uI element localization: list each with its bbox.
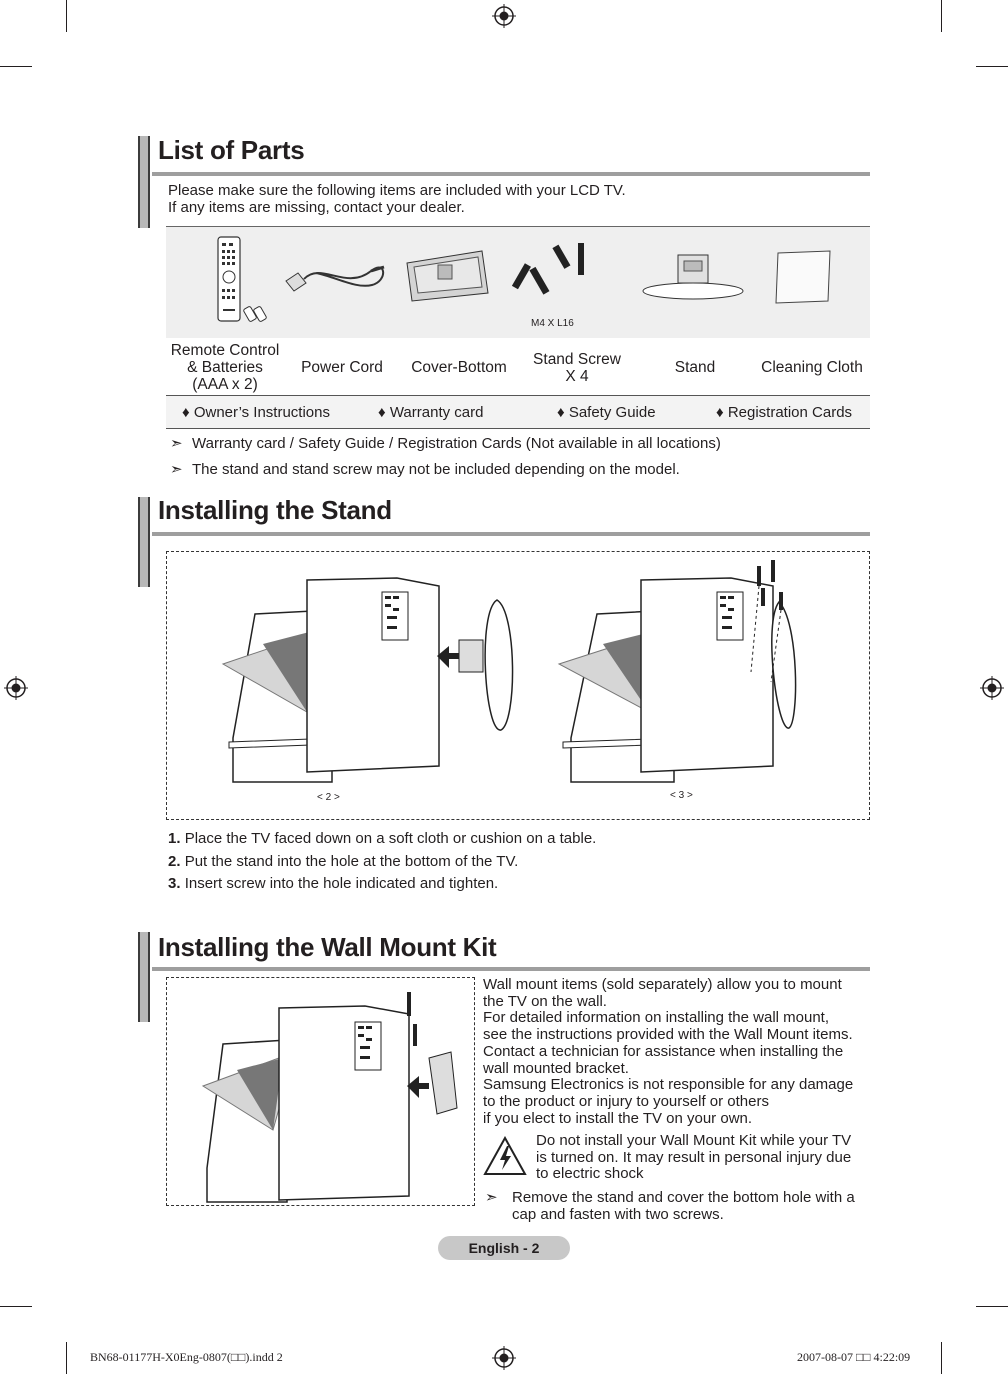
part-label [166, 342, 284, 393]
cover-bottom-icon [402, 243, 492, 303]
part-label-line: Power Cord [301, 359, 383, 376]
text-line: to the product or injury to yourself or others [483, 1092, 769, 1110]
part-label-line: Remote Control [170, 342, 280, 359]
power-cord-icon [276, 241, 396, 301]
part-label-line: (AAA x 2) [192, 376, 258, 393]
remote-control-icon [214, 235, 274, 325]
step-text: Put the stand into the hole at the bottom of the TV. [184, 852, 519, 870]
accessory-item [557, 404, 656, 421]
figure-caption: < 2 > [317, 792, 340, 803]
figure-caption: < 3 > [670, 790, 693, 801]
accessory-item [182, 404, 330, 421]
part-label [640, 359, 750, 376]
stand-screws-icon [512, 239, 592, 303]
stand-icon [638, 247, 748, 303]
registration-mark-icon [4, 676, 28, 700]
note-text: cap and fasten with two screws. [512, 1206, 724, 1223]
text-line: to electric shock [536, 1165, 644, 1183]
step-item [168, 828, 596, 851]
text-line: For detailed information on installing the wall mount, [483, 1009, 830, 1027]
stand-installation-illustration [167, 552, 869, 819]
screw-size-label: M4 X L16 [531, 318, 574, 329]
crop-mark [66, 1342, 67, 1374]
text-line: Contact a technician for assistance when installing the [483, 1042, 844, 1060]
warning-text [536, 1133, 866, 1183]
bullet-icon: ♦ [557, 404, 565, 421]
part-label-line: Stand Screw [533, 351, 621, 368]
step-number: 1. [168, 830, 181, 847]
step-item [168, 873, 596, 896]
wall-mount-note [485, 1189, 868, 1223]
crop-mark [941, 1342, 942, 1374]
part-label-line: X 4 [565, 368, 589, 385]
crop-mark [941, 0, 942, 32]
stand-figure-box [166, 551, 870, 820]
text-line: the TV on the wall. [483, 992, 607, 1010]
note [170, 460, 680, 478]
text-line: Wall mount items (sold separately) allow you to mount [483, 976, 842, 993]
part-label [752, 359, 872, 376]
text-line: Do not install your Wall Mount Kit while your TV [536, 1132, 852, 1149]
crop-mark [0, 1306, 32, 1307]
note-line [485, 1189, 868, 1206]
registration-mark-icon [492, 4, 516, 28]
section-bar [138, 136, 150, 228]
crop-mark [976, 1306, 1008, 1307]
cleaning-cloth-icon [774, 249, 834, 305]
accessory-label: Safety Guide [568, 404, 656, 421]
wall-mount-illustration [167, 978, 474, 1205]
footer-file-name: BN68-01177H-X0Eng-0807(□□).indd 2 [90, 1350, 283, 1364]
section-bar [138, 932, 150, 1022]
note [170, 434, 721, 452]
wall-mount-figure-box [166, 977, 475, 1206]
steps-list [168, 828, 596, 896]
section-bar [138, 497, 150, 587]
step-text: Insert screw into the hole indicated and tighten. [184, 875, 499, 892]
accessories-list [166, 395, 870, 429]
registration-mark-icon [492, 1346, 516, 1370]
intro-line: Please make sure the following items are included with your LCD TV. [168, 182, 626, 199]
part-label-line: & Batteries [187, 359, 263, 376]
note-arrow-icon: ➣ [170, 461, 183, 478]
parts-illustration-band [166, 226, 870, 338]
crop-mark [66, 0, 67, 32]
wall-mount-description [483, 977, 868, 1127]
bullet-icon: ♦ [716, 404, 724, 421]
section-rule [152, 532, 870, 536]
section-rule [152, 967, 870, 971]
text-line: wall mounted bracket. [483, 1059, 629, 1077]
note-text: Warranty card / Safety Guide / Registration Cards (Not available in all locations) [192, 435, 721, 452]
note-text: The stand and stand screw may not be included depending on the model. [192, 461, 680, 478]
part-label-line: Cover-Bottom [411, 359, 507, 376]
accessory-label: Warranty card [389, 404, 484, 421]
step-item [168, 851, 596, 874]
crop-mark [976, 66, 1008, 67]
section-rule [152, 172, 870, 176]
step-text: Place the TV faced down on a soft cloth or cushion on a table. [184, 830, 597, 847]
section-title-list-of-parts: List of Parts [158, 135, 305, 165]
part-label [520, 351, 634, 385]
note-text: Remove the stand and cover the bottom hole with a [512, 1189, 855, 1206]
text-line: Samsung Electronics is not responsible for any damage [483, 1076, 854, 1094]
part-label [400, 359, 518, 376]
electric-shock-warning-icon [483, 1136, 527, 1176]
bullet-icon: ♦ [378, 404, 386, 421]
intro-text [168, 182, 626, 216]
part-label-line: Stand [674, 359, 716, 376]
text-line: if you elect to install the TV on your own. [483, 1109, 753, 1127]
accessory-item [716, 404, 852, 421]
note-arrow-icon: ➣ [485, 1189, 498, 1206]
section-title-installing-stand: Installing the Stand [158, 495, 392, 525]
step-number: 3. [168, 875, 181, 892]
accessory-label: Registration Cards [727, 404, 853, 421]
accessory-item [378, 404, 483, 421]
bullet-icon: ♦ [182, 404, 190, 421]
text-line: is turned on. It may result in personal injury due [536, 1148, 852, 1166]
registration-mark-icon [980, 676, 1004, 700]
part-label [286, 359, 398, 376]
page-number-label: English - 2 [438, 1236, 570, 1260]
intro-line: If any items are missing, contact your dealer. [168, 199, 465, 216]
crop-mark [0, 66, 32, 67]
note-arrow-icon: ➣ [170, 435, 183, 452]
part-label-line: Cleaning Cloth [761, 359, 863, 376]
footer-timestamp: 2007-08-07 □□ 4:22:09 [797, 1350, 911, 1364]
step-number: 2. [168, 852, 181, 870]
accessory-label: Owner’s Instructions [193, 404, 330, 421]
text-line: see the instructions provided with the Wall Mount items. [483, 1026, 853, 1044]
section-title-wall-mount: Installing the Wall Mount Kit [158, 932, 497, 962]
